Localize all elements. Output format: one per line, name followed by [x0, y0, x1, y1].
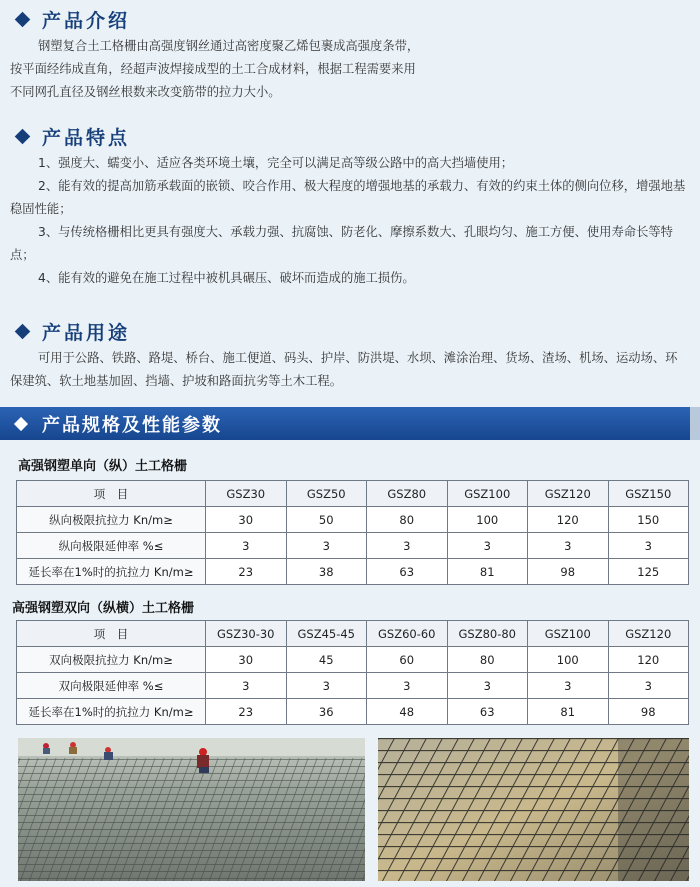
table-cell: 3	[447, 533, 528, 559]
table-cell: 3	[528, 533, 609, 559]
row-label: 延长率在1%时的抗拉力 Kn/m≥	[17, 559, 206, 585]
specs-header-band	[0, 407, 690, 440]
feature-item: 2、能有效的提高加筋承载面的嵌锁、咬合作用、极大程度的增强地基的承载力、有效的约束土体的侧向位移，增强地基稳固性能；	[10, 179, 686, 216]
construction-photo-geogrid	[378, 738, 689, 881]
table-cell: 125	[608, 559, 689, 585]
header-cell: GSZ80-80	[447, 621, 528, 647]
section-title-text: 产品介绍	[42, 9, 131, 32]
table2-title: 高强钢塑双向（纵横）土工格栅	[12, 601, 195, 616]
table-cell: 30	[206, 647, 287, 673]
header-cell: GSZ30-30	[206, 621, 287, 647]
section-title-usage	[14, 317, 130, 345]
diamond-bullet-icon	[15, 128, 31, 144]
feature-item: 4、能有效的避免在施工过程中被机具碾压、破坏而造成的施工损伤。	[38, 271, 415, 285]
table-cell: 81	[528, 699, 609, 725]
header-cell: GSZ120	[528, 481, 609, 507]
header-cell: GSZ120	[608, 621, 689, 647]
table-cell: 3	[286, 533, 367, 559]
table-row	[17, 673, 689, 699]
table-cell: 3	[528, 673, 609, 699]
table2-spec-table	[16, 620, 689, 725]
table-row	[17, 533, 689, 559]
table-row	[17, 507, 689, 533]
table-row	[17, 647, 689, 673]
usage-paragraph	[10, 347, 688, 393]
table-cell: 100	[447, 507, 528, 533]
table-cell: 30	[206, 507, 287, 533]
table-cell: 81	[447, 559, 528, 585]
header-cell: GSZ100	[447, 481, 528, 507]
table-row	[17, 559, 689, 585]
section-title-features	[14, 122, 130, 150]
construction-photo-workers	[18, 738, 365, 881]
table-cell: 100	[528, 647, 609, 673]
row-label: 双向极限延伸率 %≤	[17, 673, 206, 699]
table1-spec-table	[16, 480, 689, 585]
section-title-text: 产品用途	[42, 321, 131, 344]
table-cell: 63	[447, 699, 528, 725]
section-title-intro	[14, 5, 130, 33]
table1-title: 高强钢塑单向（纵）土工格栅	[18, 459, 188, 474]
header-cell: GSZ150	[608, 481, 689, 507]
table-cell: 60	[367, 647, 448, 673]
table-cell: 3	[608, 673, 689, 699]
features-list	[10, 152, 688, 290]
table-cell: 45	[286, 647, 367, 673]
header-cell: GSZ60-60	[367, 621, 448, 647]
header-cell: GSZ80	[367, 481, 448, 507]
table-header-row	[17, 481, 689, 507]
section-title-text: 产品特点	[42, 126, 131, 149]
intro-paragraph	[10, 35, 688, 104]
table-cell: 3	[286, 673, 367, 699]
row-label: 纵向极限抗拉力 Kn/m≥	[17, 507, 206, 533]
table-cell: 23	[206, 699, 287, 725]
header-cell: GSZ50	[286, 481, 367, 507]
diamond-bullet-icon	[15, 323, 31, 339]
table-cell: 63	[367, 559, 448, 585]
row-label: 延长率在1%时的抗拉力 Kn/m≥	[17, 699, 206, 725]
table-cell: 23	[206, 559, 287, 585]
specs-title: 产品规格及性能参数	[42, 414, 222, 436]
table-cell: 36	[286, 699, 367, 725]
diamond-bullet-icon	[14, 416, 28, 430]
table-cell: 98	[608, 699, 689, 725]
table-row	[17, 699, 689, 725]
table-cell: 120	[608, 647, 689, 673]
header-cell: GSZ100	[528, 621, 609, 647]
table-cell: 98	[528, 559, 609, 585]
table-cell: 3	[206, 673, 287, 699]
header-cell: GSZ45-45	[286, 621, 367, 647]
table-cell: 80	[367, 507, 448, 533]
table-cell: 38	[286, 559, 367, 585]
intro-line: 不同网孔直径及钢丝根数来改变筋带的拉力大小。	[10, 85, 281, 99]
header-cell: 项 目	[17, 621, 206, 647]
intro-line: 按平面经纬成直角，经超声波焊接成型的土工合成材料，根据工程需要来用	[10, 62, 416, 76]
table-cell: 80	[447, 647, 528, 673]
diamond-bullet-icon	[15, 11, 31, 27]
table-cell: 3	[367, 533, 448, 559]
table-cell: 120	[528, 507, 609, 533]
table-cell: 3	[447, 673, 528, 699]
header-cell: GSZ30	[206, 481, 287, 507]
header-cell: 项 目	[17, 481, 206, 507]
feature-item: 3、与传统格栅相比更具有强度大、承载力强、抗腐蚀、防老化、摩擦系数大、孔眼均匀、施工方便、使用寿命长等特点；	[10, 225, 673, 262]
table-header-row	[17, 621, 689, 647]
table-cell: 3	[367, 673, 448, 699]
table-cell: 3	[206, 533, 287, 559]
table-cell: 50	[286, 507, 367, 533]
intro-line: 钢塑复合土工格栅由高强度钢丝通过高密度聚乙烯包裹成高强度条带，	[38, 39, 420, 53]
table-cell: 48	[367, 699, 448, 725]
feature-item: 1、强度大、蠕变小、适应各类环境土壤，完全可以满足高等级公路中的高大挡墙使用；	[38, 156, 514, 170]
row-label: 双向极限抗拉力 Kn/m≥	[17, 647, 206, 673]
row-label: 纵向极限延伸率 %≤	[17, 533, 206, 559]
usage-text: 可用于公路、铁路、路堤、桥台、施工便道、码头、护岸、防洪堤、水坝、滩涂治理、货场、渣场、机场、运动场、环保建筑、软土地基加固、挡墙、护坡和路面抗劣等土木工程。	[10, 351, 678, 388]
table-cell: 150	[608, 507, 689, 533]
table-cell: 3	[608, 533, 689, 559]
